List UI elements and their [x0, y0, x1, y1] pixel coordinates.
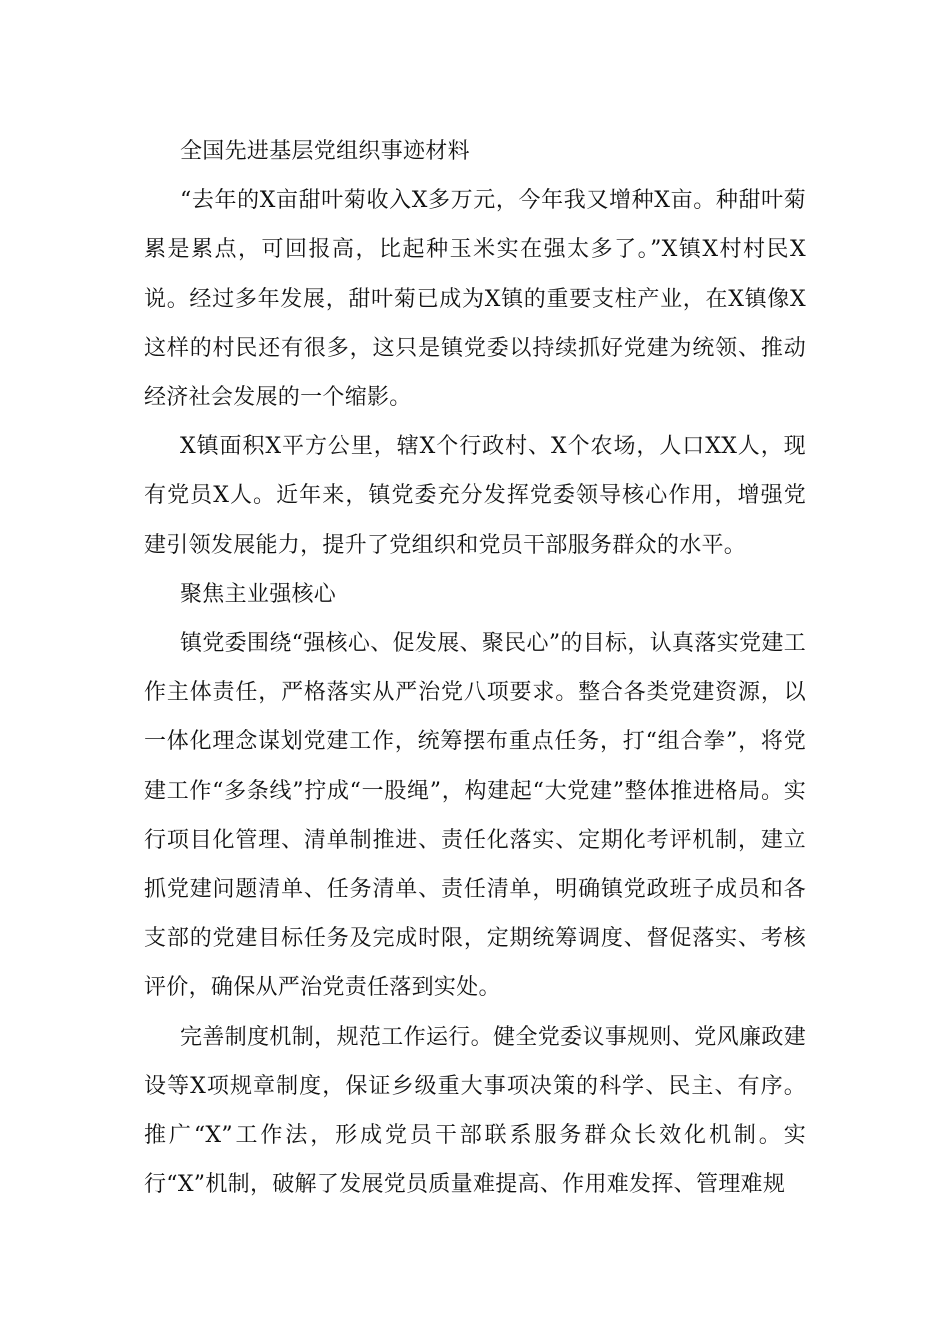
- section-heading: 聚焦主业强核心: [180, 581, 337, 607]
- document-title: 全国先进基层党组织事迹材料: [180, 139, 470, 164]
- paragraph-party-responsibility: 镇党委围绕“强核心、促发展、聚民心”的目标，认真落实党建工作主体责任，严格落实从严治党八项要求。整合各类党建资源，以一体化理念谋划党建工作，统筹摆布重点任务，打“组合拳”，将党建工作“多条线”拧成“一股绳”，构建起“大党建”整体推进格局。实行项目化管理、清单制推进、责任化落实、定期化考评机制，建立抓党建问题清单、任务清单、责任清单，明确镇党政班子成员和各支部的党建目标任务及完成时限，定期统筹调度、督促落实、考核评价，确保从严治党责任落到实处。: [144, 631, 806, 1001]
- paragraph-intro-quote: “去年的X亩甜叶菊收入X多万元，今年我又增种X亩。种甜叶菊累是累点，可回报高，比起种玉米实在强太多了。”X镇X村村民X说。经过多年发展，甜叶菊已成为X镇的重要支柱产业，在X镇像X这样的村民还有很多，这只是镇党委以持续抓好党建为统领、推动经济社会发展的一个缩影。: [144, 188, 806, 411]
- document-page: [144, 127, 806, 1209]
- paragraph-town-overview: X镇面积X平方公里，辖X个行政村、X个农场，人口XX人，现有党员X人。近年来，镇党委充分发挥党委领导核心作用，增强党建引领发展能力，提升了党组织和党员干部服务群众的水平。: [144, 434, 806, 558]
- paragraph-institution-mechanism: 完善制度机制，规范工作运行。健全党委议事规则、党风廉政建设等X项规章制度，保证乡级重大事项决策的科学、民主、有序。推广“X”工作法，形成党员干部联系服务群众长效化机制。实行“X”机制，破解了发展党员质量难提高、作用难发挥、管理难规: [144, 1024, 806, 1198]
